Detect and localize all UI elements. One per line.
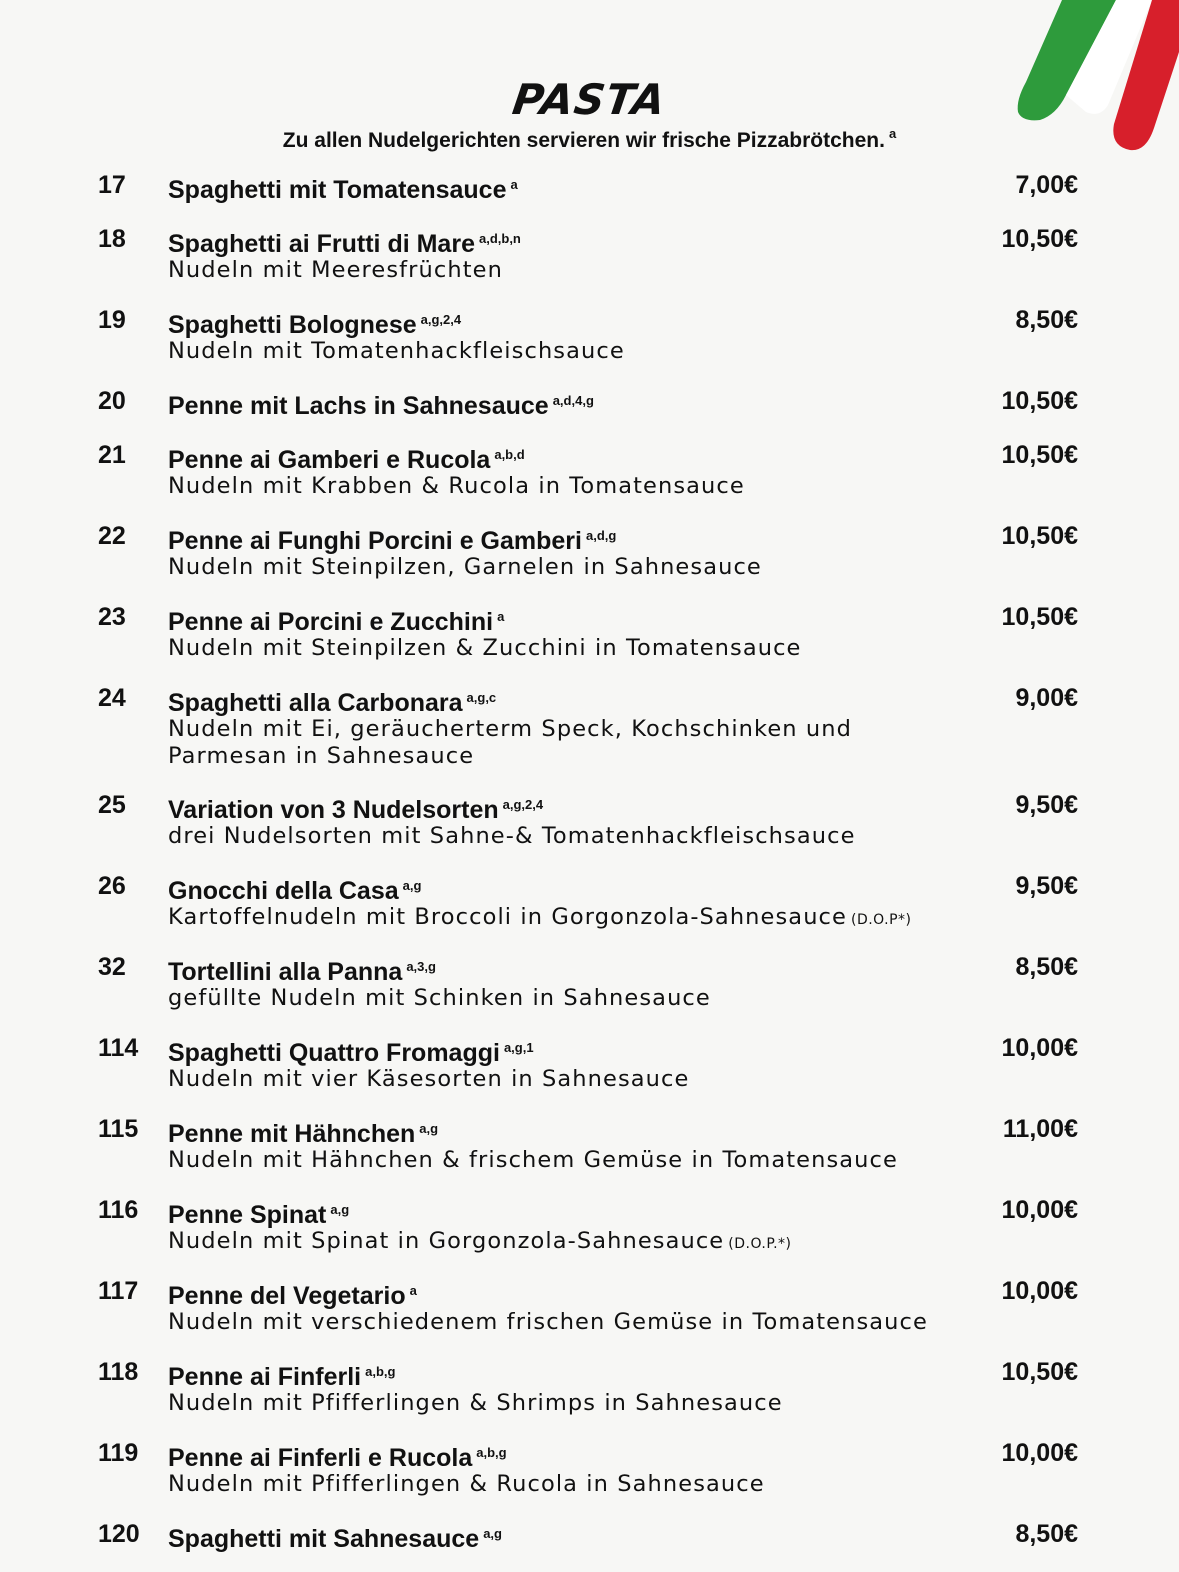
item-name xyxy=(168,1193,1078,1232)
item-name xyxy=(168,1517,1078,1556)
menu-item xyxy=(98,1112,1078,1174)
item-allergens: a,3,g xyxy=(406,959,436,974)
item-allergens: a,g,2,4 xyxy=(502,797,544,812)
item-name xyxy=(168,303,1078,342)
item-description xyxy=(168,635,1078,662)
menu-item xyxy=(98,950,1078,1012)
item-description xyxy=(168,1147,1078,1174)
item-name xyxy=(168,1436,1078,1475)
item-number: 116 xyxy=(98,1196,139,1224)
item-name xyxy=(168,950,1078,989)
item-number: 18 xyxy=(98,225,126,253)
menu-item xyxy=(98,438,1078,500)
item-description xyxy=(168,338,1078,365)
item-allergens: a,b,d xyxy=(494,447,525,462)
item-number: 17 xyxy=(98,171,126,199)
item-description-text: Nudeln mit Ei, geräucherterm Speck, Kochschinken und Parmesan in Sahnesauce xyxy=(168,716,853,769)
item-note: (D.O.P.*) xyxy=(728,1236,792,1252)
item-name-text: Gnocchi della Casa xyxy=(168,877,399,905)
item-name xyxy=(168,438,1078,477)
menu-item xyxy=(98,519,1078,581)
item-description-text: Nudeln mit vier Käsesorten in Sahnesauce xyxy=(168,1066,690,1092)
item-allergens: a,b,g xyxy=(365,1364,396,1379)
item-description xyxy=(168,823,1078,850)
item-number: 119 xyxy=(98,1439,139,1467)
item-number: 25 xyxy=(98,791,126,819)
item-description xyxy=(168,554,1078,581)
menu-item xyxy=(98,303,1078,365)
item-name xyxy=(168,1112,1078,1151)
item-price: 9,50€ xyxy=(1015,872,1078,900)
menu-item xyxy=(98,1517,1078,1556)
menu-item xyxy=(98,1274,1078,1336)
item-number: 22 xyxy=(98,522,126,550)
item-name-text: Spaghetti mit Sahnesauce xyxy=(168,1525,480,1553)
item-name xyxy=(168,869,1078,908)
item-description-text: Nudeln mit Pfifferlingen & Rucola in Sahnesauce xyxy=(168,1471,765,1497)
item-description-text: Nudeln mit Krabben & Rucola in Tomatensauce xyxy=(168,473,745,499)
item-number: 20 xyxy=(98,387,126,415)
item-name xyxy=(168,384,1078,423)
item-number: 23 xyxy=(98,603,126,631)
item-note: (D.O.P*) xyxy=(850,912,912,928)
item-name-text: Penne del Vegetario xyxy=(168,1282,406,1310)
item-price: 10,50€ xyxy=(1001,1358,1078,1386)
item-description xyxy=(168,1390,1078,1417)
item-description-text: Kartoffelnudeln mit Broccoli in Gorgonzola-Sahnesauce xyxy=(168,904,847,930)
item-name xyxy=(168,600,1078,639)
item-description xyxy=(168,473,1078,500)
item-description xyxy=(168,904,1078,934)
item-description xyxy=(168,1228,1078,1258)
item-description xyxy=(168,985,1078,1012)
item-number: 117 xyxy=(98,1277,139,1305)
item-number: 120 xyxy=(98,1520,140,1548)
item-name-text: Spaghetti Quattro Fromaggi xyxy=(168,1039,500,1067)
menu-item xyxy=(98,788,1078,850)
item-price: 10,50€ xyxy=(1001,522,1078,550)
item-name xyxy=(168,681,1078,720)
item-description xyxy=(168,1471,1078,1498)
item-description xyxy=(168,257,1078,284)
item-description-text: Nudeln mit Steinpilzen & Zucchini in Tomatensauce xyxy=(168,635,802,661)
item-number: 115 xyxy=(98,1115,139,1143)
item-number: 32 xyxy=(98,953,126,981)
item-name xyxy=(168,788,1078,827)
item-name-text: Penne ai Finferli e Rucola xyxy=(168,1444,473,1472)
item-allergens: a xyxy=(510,177,518,192)
item-price: 10,00€ xyxy=(1001,1196,1078,1224)
item-price: 9,00€ xyxy=(1015,684,1078,712)
item-description-text: Nudeln mit verschiedenem frischen Gemüse in Tomatensauce xyxy=(168,1309,928,1335)
item-description-text: Nudeln mit Tomatenhackfleischsauce xyxy=(168,338,625,364)
item-description-text: Nudeln mit Steinpilzen, Garnelen in Sahnesauce xyxy=(168,554,762,580)
item-name xyxy=(168,222,1078,261)
item-name xyxy=(168,1031,1078,1070)
menu-item xyxy=(98,384,1078,423)
item-name-text: Penne mit Lachs in Sahnesauce xyxy=(168,392,549,420)
item-name-text: Spaghetti ai Frutti di Mare xyxy=(168,230,475,258)
item-name-text: Penne ai Finferli xyxy=(168,1363,362,1391)
item-name-text: Spaghetti Bolognese xyxy=(168,311,417,339)
item-price: 8,50€ xyxy=(1015,306,1078,334)
item-description-text: Nudeln mit Hähnchen & frischem Gemüse in Tomatensauce xyxy=(168,1147,898,1173)
item-price: 7,00€ xyxy=(1015,171,1078,199)
item-number: 24 xyxy=(98,684,126,712)
menu-item xyxy=(98,1436,1078,1498)
menu-item xyxy=(98,222,1078,284)
menu-item xyxy=(98,168,1078,207)
subtitle-allergen: a xyxy=(888,126,897,141)
menu-item xyxy=(98,869,1078,934)
item-name-text: Penne ai Gamberi e Rucola xyxy=(168,446,491,474)
item-price: 10,50€ xyxy=(1001,225,1078,253)
item-description-text: Nudeln mit Pfifferlingen & Shrimps in Sahnesauce xyxy=(168,1390,783,1416)
item-price: 10,00€ xyxy=(1001,1277,1078,1305)
item-price: 8,50€ xyxy=(1015,1520,1078,1548)
item-price: 10,00€ xyxy=(1001,1034,1078,1062)
item-allergens: a xyxy=(497,609,505,624)
item-number: 114 xyxy=(98,1034,139,1062)
item-name xyxy=(168,1355,1078,1394)
item-allergens: a,g xyxy=(402,878,422,893)
item-name-text: Penne ai Funghi Porcini e Gamberi xyxy=(168,527,582,555)
item-name-text: Variation von 3 Nudelsorten xyxy=(168,796,499,824)
item-description xyxy=(168,716,1078,770)
menu-item xyxy=(98,600,1078,662)
item-allergens: a,d,4,g xyxy=(552,393,594,408)
subtitle-text: Zu allen Nudelgerichten servieren wir frische Pizzabrötchen. xyxy=(282,129,885,152)
item-allergens: a,g,2,4 xyxy=(420,312,462,327)
menu-header xyxy=(0,76,1179,153)
item-price: 8,50€ xyxy=(1015,953,1078,981)
item-allergens: a,d,g xyxy=(585,528,617,543)
item-description-text: Nudeln mit Spinat in Gorgonzola-Sahnesauce xyxy=(168,1228,725,1254)
item-allergens: a,g xyxy=(483,1526,502,1541)
item-allergens: a,d,b,n xyxy=(478,231,521,246)
item-price: 11,00€ xyxy=(1002,1115,1078,1143)
menu-item xyxy=(98,1193,1078,1258)
item-number: 19 xyxy=(98,306,126,334)
item-name xyxy=(168,168,1078,207)
menu-item xyxy=(98,681,1078,770)
item-name-text: Penne ai Porcini e Zucchini xyxy=(168,608,494,636)
item-allergens: a xyxy=(409,1283,417,1298)
item-number: 26 xyxy=(98,872,126,900)
item-allergens: a,g,c xyxy=(466,690,497,705)
item-name-text: Tortellini alla Panna xyxy=(168,958,403,986)
item-name xyxy=(168,1274,1078,1313)
subtitle xyxy=(0,126,1179,153)
item-allergens: a,g xyxy=(330,1202,350,1217)
item-description-text: Nudeln mit Meeresfrüchten xyxy=(168,257,503,283)
item-description-text: gefüllte Nudeln mit Schinken in Sahnesauce xyxy=(168,985,711,1011)
menu-item xyxy=(98,1031,1078,1093)
item-price: 9,50€ xyxy=(1015,791,1078,819)
menu-item xyxy=(98,1355,1078,1417)
item-description-text: drei Nudelsorten mit Sahne-& Tomatenhackfleischsauce xyxy=(168,823,856,849)
item-number: 118 xyxy=(98,1358,139,1386)
item-price: 10,00€ xyxy=(1001,1439,1078,1467)
item-price: 10,50€ xyxy=(1001,603,1078,631)
item-name xyxy=(168,519,1078,558)
item-name-text: Spaghetti alla Carbonara xyxy=(168,689,463,717)
item-name-text: Penne Spinat xyxy=(168,1201,327,1229)
item-price: 10,50€ xyxy=(1001,441,1078,469)
item-description xyxy=(168,1066,1078,1093)
item-allergens: a,g xyxy=(419,1121,439,1136)
item-allergens: a,b,g xyxy=(476,1445,507,1460)
item-allergens: a,g,1 xyxy=(503,1040,534,1055)
item-name-text: Spaghetti mit Tomatensauce xyxy=(168,176,507,204)
page-title: PASTA xyxy=(509,75,670,124)
item-name-text: Penne mit Hähnchen xyxy=(168,1120,416,1148)
item-number: 21 xyxy=(98,441,126,469)
item-price: 10,50€ xyxy=(1001,387,1078,415)
item-description xyxy=(168,1309,1078,1336)
